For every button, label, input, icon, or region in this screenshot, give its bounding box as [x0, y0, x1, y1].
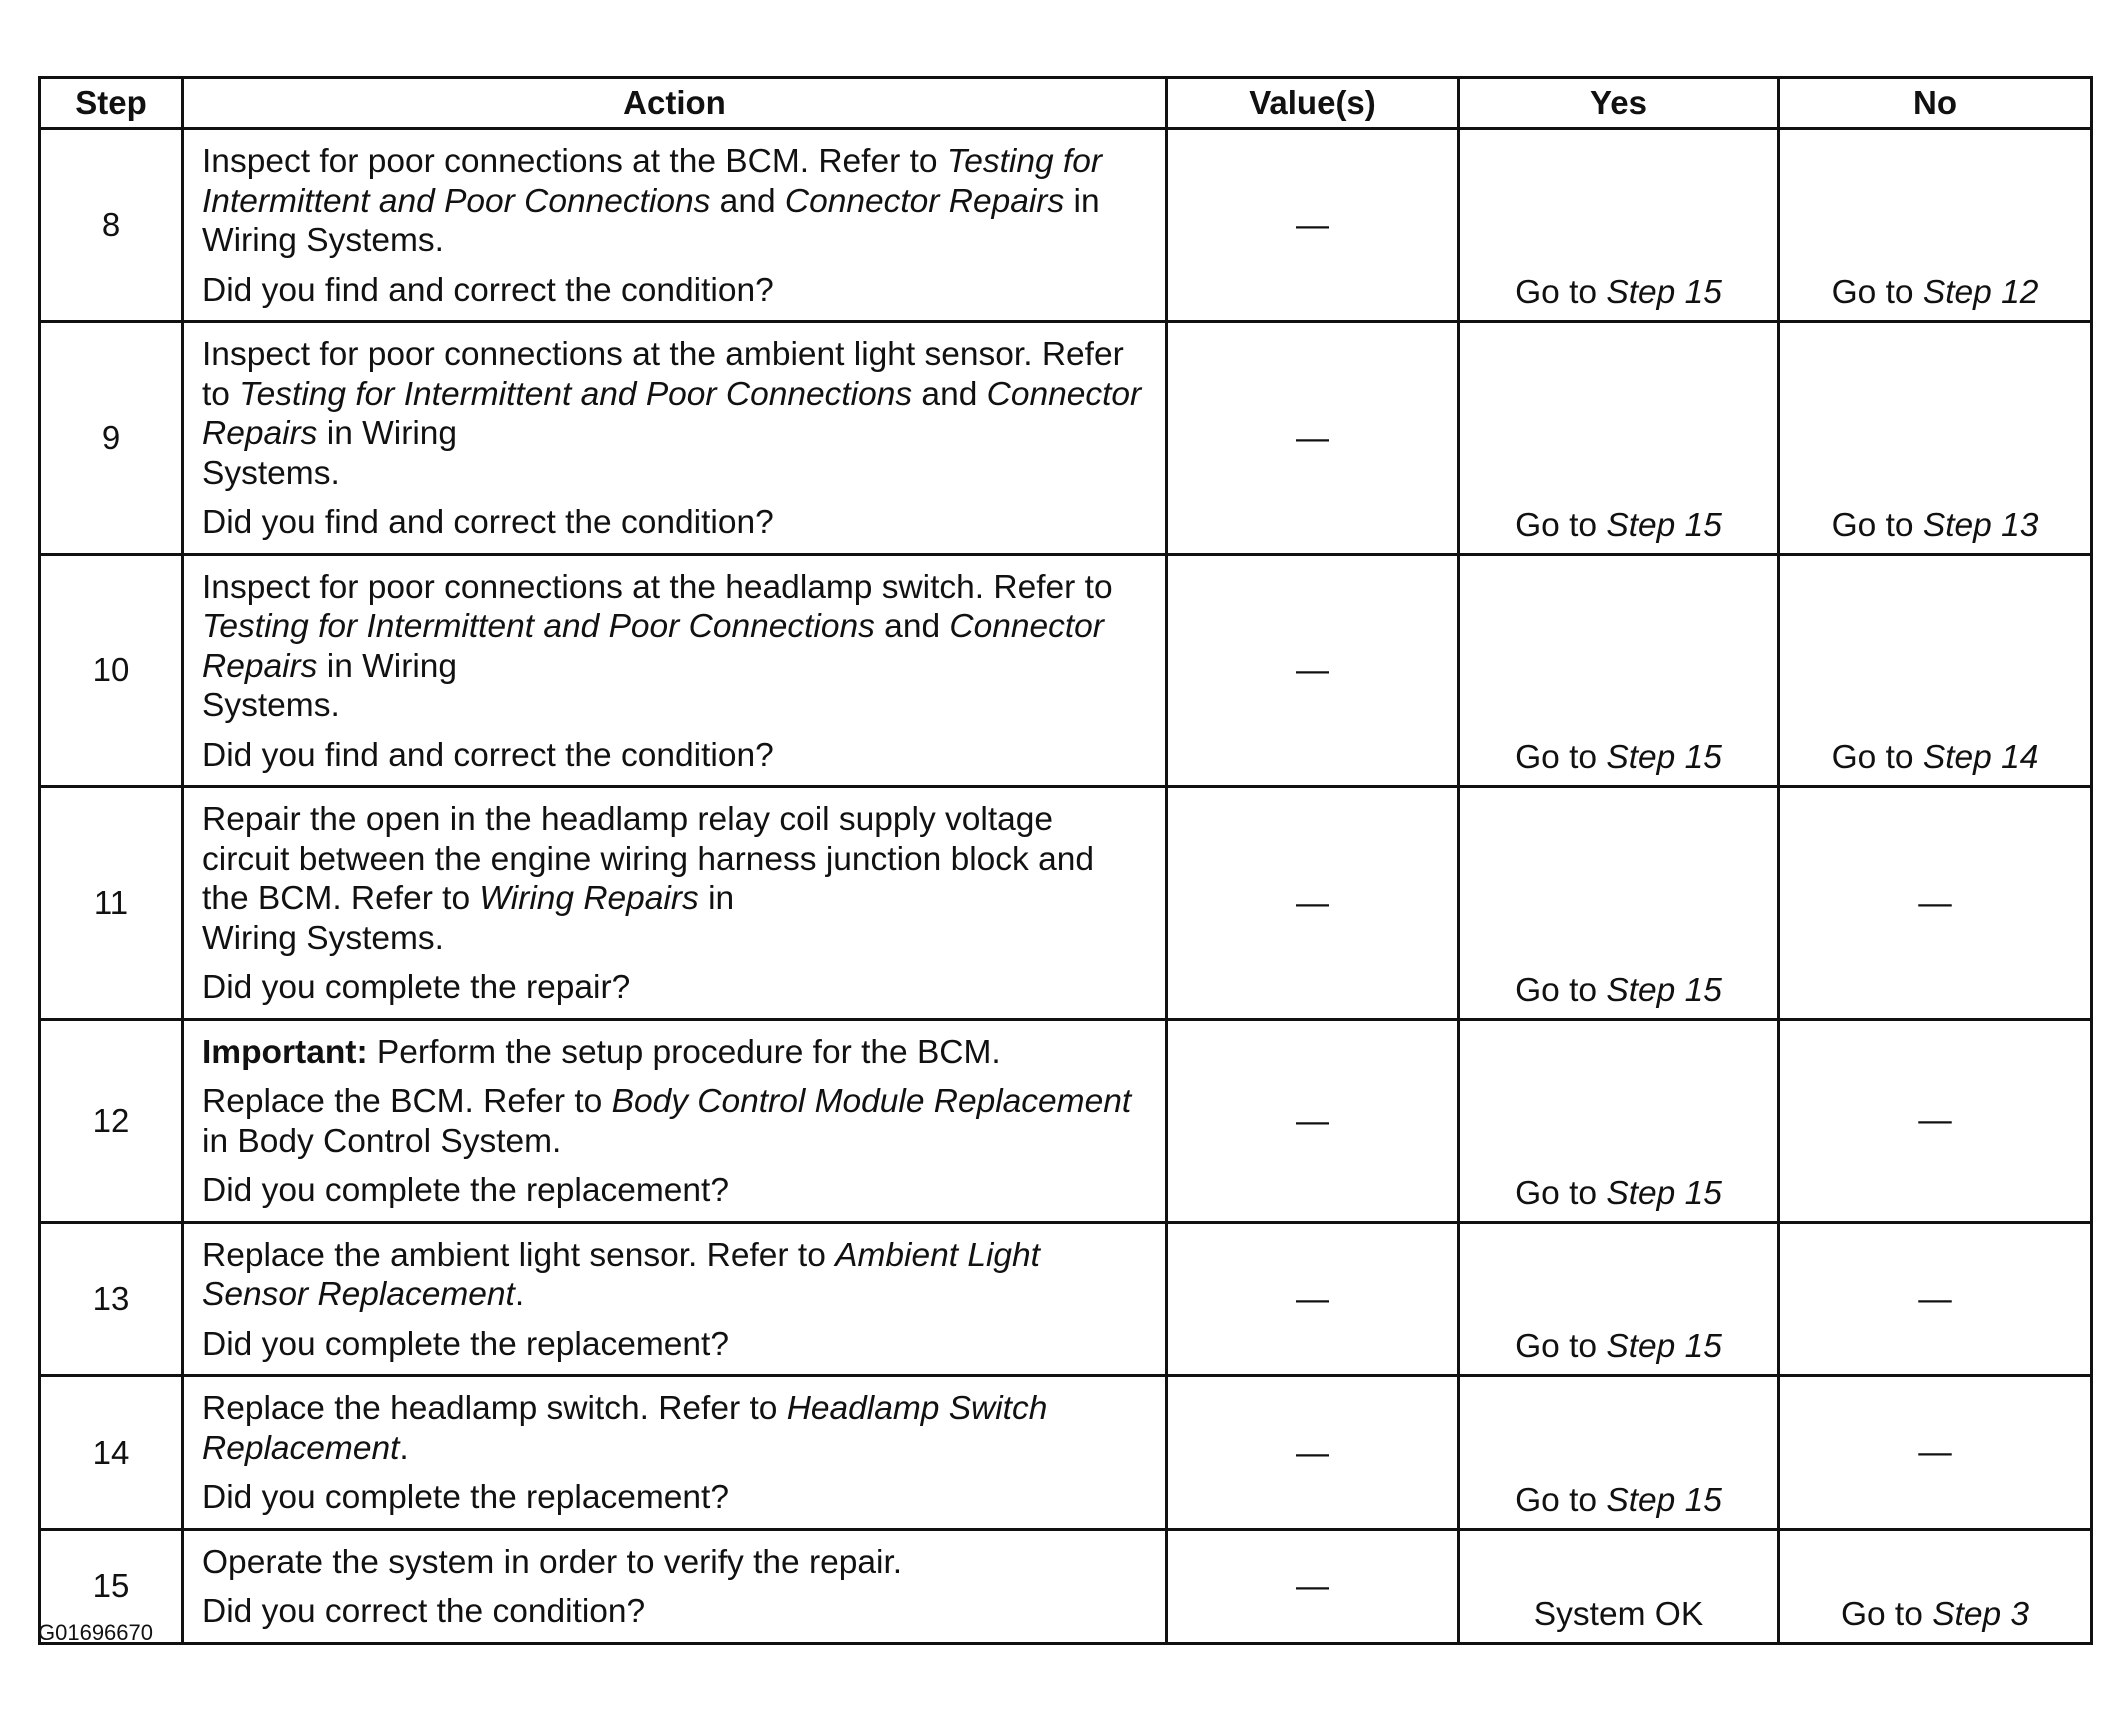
action-text-part: Systems. — [202, 687, 340, 725]
action-text-part: in Wiring Systems. — [202, 182, 1100, 260]
action-cell — [183, 1376, 1167, 1530]
no-cell — [1779, 322, 2092, 555]
reference-link[interactable]: Ambient Light Sensor Replacement — [202, 1236, 1040, 1314]
action-cell — [183, 554, 1167, 787]
step-number: 11 — [40, 787, 183, 1020]
action-text-part: Replace the headlamp switch. Refer to — [202, 1390, 787, 1428]
step-number: 15 — [40, 1529, 183, 1643]
header-yes: Yes — [1459, 78, 1779, 129]
action-question: Did you correct the condition? — [202, 1593, 646, 1631]
step-number: 13 — [40, 1222, 183, 1376]
yes-step-link[interactable]: Step 15 — [1606, 506, 1722, 544]
no-prefix: Go to — [1831, 506, 1923, 544]
yes-prefix: Go to — [1515, 971, 1607, 1009]
no-cell — [1779, 129, 2092, 322]
action-text-part: Systems. — [202, 454, 340, 492]
yes-step-link[interactable]: Step 15 — [1606, 1328, 1722, 1366]
action-text-part: in Wiring — [317, 415, 458, 453]
reference-link[interactable]: Body Control Module Replacement — [611, 1083, 1132, 1121]
action-text — [202, 1236, 1147, 1315]
action-question: Did you complete the replacement? — [202, 1325, 729, 1363]
yes-prefix: Go to — [1515, 1174, 1607, 1212]
value-cell: — — [1167, 787, 1459, 1020]
action-text — [202, 568, 1147, 726]
action-question: Did you complete the replacement? — [202, 1172, 729, 1210]
step-number: 14 — [40, 1376, 183, 1530]
yes-cell — [1459, 129, 1779, 322]
table-row-step-11 — [40, 787, 2092, 1020]
value-cell: — — [1167, 1222, 1459, 1376]
yes-cell — [1459, 322, 1779, 555]
header-step: Step — [40, 78, 183, 129]
action-question: Did you find and correct the condition? — [202, 271, 774, 309]
action-text-part: in — [698, 880, 735, 918]
action-text-part: . — [399, 1429, 409, 1467]
no-step-link[interactable]: Step 3 — [1932, 1595, 2030, 1633]
yes-step-link[interactable]: Step 15 — [1606, 274, 1722, 312]
action-text-part: Replace the BCM. Refer to — [202, 1083, 612, 1121]
action-cell — [183, 1019, 1167, 1222]
step-number: 9 — [40, 322, 183, 555]
no-prefix: Go to — [1831, 739, 1923, 777]
reference-link[interactable]: Testing for Intermittent and Poor Connections — [202, 143, 1103, 220]
table-row-step-14 — [40, 1376, 2092, 1530]
action-text — [202, 142, 1147, 261]
action-text-part: and — [710, 182, 785, 220]
action-question: Did you complete the replacement? — [202, 1479, 729, 1517]
no-cell: — — [1779, 1222, 2092, 1376]
action-text — [202, 335, 1147, 493]
action-text-part: Inspect for poor connections at the BCM. Refer to — [202, 143, 947, 180]
yes-cell — [1459, 1376, 1779, 1530]
header-values: Value(s) — [1167, 78, 1459, 129]
diagnostic-table — [38, 76, 2093, 1645]
no-cell: — — [1779, 1019, 2092, 1222]
action-text: Operate the system in order to verify the repair. — [202, 1543, 903, 1581]
yes-cell — [1459, 1019, 1779, 1222]
no-cell: — — [1779, 787, 2092, 1020]
action-text — [202, 800, 1147, 958]
yes-cell — [1459, 787, 1779, 1020]
action-cell — [183, 1529, 1167, 1643]
value-cell: — — [1167, 322, 1459, 555]
important-note — [202, 1033, 1147, 1073]
value-cell: — — [1167, 1376, 1459, 1530]
no-cell: — — [1779, 1376, 2092, 1530]
no-prefix: Go to — [1831, 274, 1923, 312]
table-row-step-8 — [40, 129, 2092, 322]
header-action: Action — [183, 78, 1167, 129]
action-text-part: and — [912, 375, 987, 413]
yes-step-link[interactable]: Step 15 — [1606, 739, 1722, 777]
reference-link[interactable]: Connector Repairs — [202, 608, 1104, 685]
value-cell: — — [1167, 1529, 1459, 1643]
yes-prefix: Go to — [1515, 739, 1607, 777]
yes-cell: System OK — [1459, 1529, 1779, 1643]
no-cell — [1779, 1529, 2092, 1643]
table-header-row — [40, 78, 2092, 129]
no-cell — [1779, 554, 2092, 787]
action-text-part: Inspect for poor connections at the headlamp switch. Refer to — [202, 568, 1113, 606]
no-prefix: Go to — [1840, 1595, 1933, 1633]
action-text-part: Replace the ambient light sensor. Refer to — [202, 1236, 836, 1274]
step-number: 10 — [40, 554, 183, 787]
action-cell — [183, 787, 1167, 1020]
action-text-part: Wiring Systems. — [202, 919, 444, 957]
yes-prefix: Go to — [1515, 506, 1607, 544]
yes-prefix: Go to — [1515, 1481, 1607, 1519]
value-cell: — — [1167, 554, 1459, 787]
value-cell: — — [1167, 129, 1459, 322]
important-label: Important: — [202, 1033, 368, 1071]
yes-step-link[interactable]: Step 15 — [1606, 1174, 1722, 1212]
action-question: Did you complete the repair? — [202, 969, 631, 1007]
action-cell — [183, 1222, 1167, 1376]
action-cell — [183, 322, 1167, 555]
yes-cell — [1459, 554, 1779, 787]
yes-prefix: Go to — [1515, 1328, 1607, 1366]
step-number: 12 — [40, 1019, 183, 1222]
action-text — [202, 1082, 1147, 1161]
reference-link[interactable]: Connector Repairs — [202, 375, 1142, 453]
action-text-part: in Wiring — [317, 647, 458, 685]
yes-step-link[interactable]: Step 15 — [1606, 971, 1722, 1009]
yes-prefix: Go to — [1515, 274, 1607, 312]
action-question: Did you find and correct the condition? — [202, 736, 774, 774]
table-row-step-12 — [40, 1019, 2092, 1222]
value-cell: — — [1167, 1019, 1459, 1222]
reference-link[interactable]: Testing for Intermittent and Poor Connections — [202, 608, 875, 646]
action-text-part: . — [514, 1276, 525, 1314]
step-number: 8 — [40, 129, 183, 322]
action-text-part: Inspect for poor connections at the ambient light sensor. Refer to — [202, 336, 1124, 413]
table-row-step-13 — [40, 1222, 2092, 1376]
header-no: No — [1779, 78, 2092, 129]
table-row-step-15 — [40, 1529, 2092, 1643]
important-text: Perform the setup procedure for the BCM. — [367, 1033, 1001, 1071]
reference-link[interactable]: Connector Repairs — [784, 182, 1065, 220]
table-row-step-10 — [40, 554, 2092, 787]
yes-step-link[interactable]: Step 15 — [1606, 1481, 1722, 1519]
table-row-step-9 — [40, 322, 2092, 555]
action-question: Did you find and correct the condition? — [202, 504, 774, 542]
reference-link[interactable]: Headlamp Switch Replacement — [202, 1390, 1048, 1467]
no-step-link[interactable]: Step 12 — [1922, 274, 2039, 312]
action-cell — [183, 129, 1167, 322]
reference-link[interactable]: Testing for Intermittent and Poor Connections — [239, 375, 913, 413]
action-text-part: and — [874, 608, 950, 646]
no-step-link[interactable]: Step 14 — [1922, 739, 2039, 777]
reference-link[interactable]: Wiring Repairs — [479, 880, 699, 918]
figure-id: G01696670 — [38, 1620, 153, 1645]
no-step-link[interactable]: Step 13 — [1922, 506, 2039, 544]
action-text-part: in Body Control System. — [202, 1122, 562, 1160]
action-text-part: Repair the open in the headlamp relay coil supply voltage circuit between the engine wiring harness junction block and the BCM. Refer to — [202, 801, 1095, 918]
yes-cell — [1459, 1222, 1779, 1376]
action-text — [202, 1389, 1147, 1468]
